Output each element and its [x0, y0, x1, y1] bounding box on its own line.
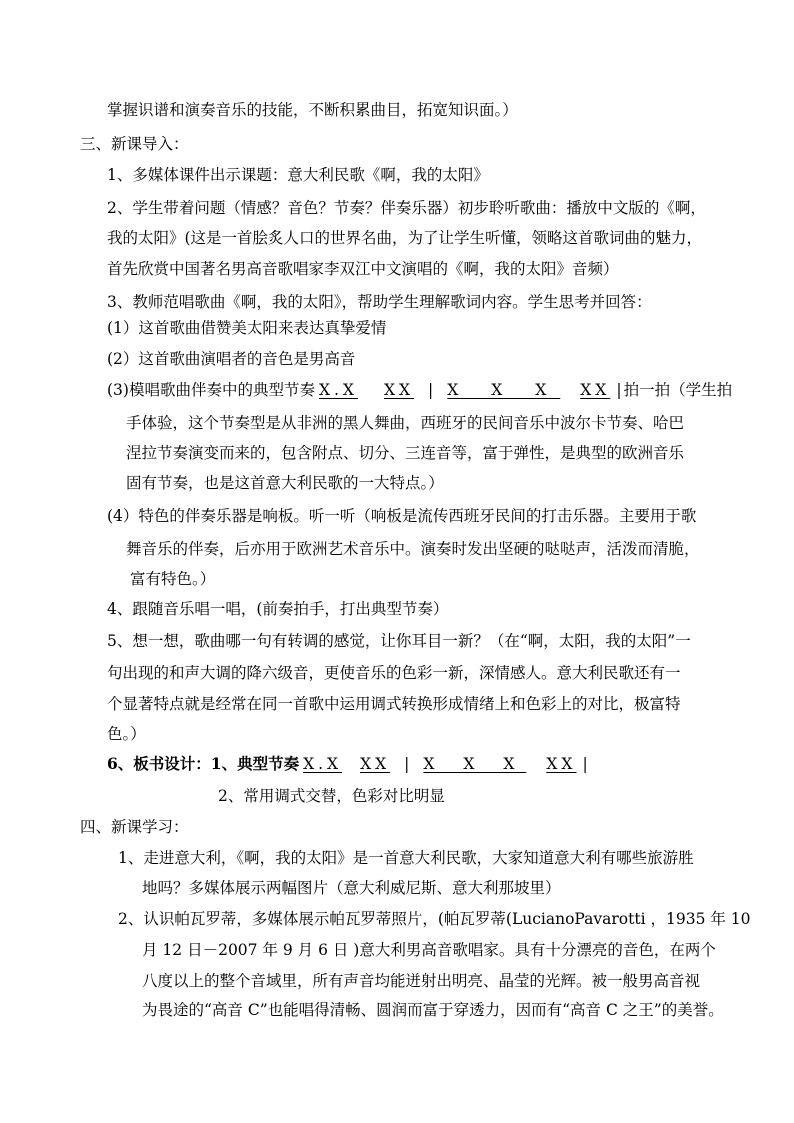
text-line: 我的太阳》(这是一首脍炙人口的世界名曲，为了让学生听懂，领略这首歌词曲的魅力， — [107, 229, 703, 247]
rhythm-cell: X X X — [447, 381, 561, 399]
text-line: (2）这首歌曲演唱者的音色是男高音 — [107, 350, 356, 368]
text-line: 1、多媒体课件出示课题：意大利民歌《啊，我的太阳》 — [107, 166, 489, 184]
text-line: (1）这首歌曲借赞美太阳来表达真挚爱情 — [107, 319, 387, 337]
text-line: 为畏途的“高音 C”也能唱得清畅、圆润而富于穿透力，因而有“高音 C 之王”的美誉。 — [142, 1001, 724, 1019]
text-line: (4）特色的伴奏乐器是响板。听一听（响板是流传西班牙民间的打击乐器。主要用于歌 — [107, 507, 697, 525]
text-line: 八度以上的整个音域里，所有声音均能迸射出明亮、晶莹的光辉。被一般男高音视 — [142, 972, 701, 990]
text-line: 掌握识谱和演奏音乐的技能，不断积累曲目，拓宽知识面。） — [107, 101, 518, 119]
text-line: 涅拉节奏演变而来的，包含附点、切分、三连音等，富于弹性，是典型的欧洲音乐 — [126, 444, 685, 462]
rhythm-cell: XX — [546, 755, 577, 773]
barline: | — [428, 381, 434, 399]
text-line: 5、想一想，歌曲哪一句有转调的感觉，让你耳目一新？（在“啊，太阳，我的太阳”一 — [107, 632, 691, 650]
text-line: 2、认识帕瓦罗蒂，多媒体展示帕瓦罗蒂照片，(帕瓦罗蒂(LucianoPavarotti ，1935 年 10 — [118, 910, 751, 928]
text-line: 1、走进意大利，《啊，我的太阳》是一首意大利民歌，大家知道意大利有哪些旅游胜 — [118, 849, 694, 867]
board-design-line — [107, 754, 598, 774]
rhythm-cell: XX — [360, 755, 391, 773]
text-line: 月 12 日－2007 年 9 月 6 日 )意大利男高音歌唱家。具有十分漂亮的音色，在两个 — [142, 941, 716, 959]
rhythm-cell: X.X — [318, 381, 358, 399]
rhythm-cell: XX — [580, 381, 611, 399]
barline: | — [404, 755, 410, 773]
text-line: 首先欣赏中国著名男高音歌唱家李双江中文演唱的《啊，我的太阳》音频） — [107, 260, 619, 278]
section-heading-4: 四、新课学习： — [80, 818, 189, 836]
rhythm-prefix: (3)模唱歌曲伴奏中的典型节奏 — [107, 381, 315, 399]
text-line: 色。） — [107, 725, 146, 743]
text-line: 4、跟随音乐唱一唱，(前奏拍手，打出典型节奏） — [107, 600, 449, 618]
text-line: 手体验，这个节奏型是从非洲的黑人舞曲，西班牙的民间音乐中波尔卡节奏、哈巴 — [126, 414, 685, 432]
text-line: 个显著特点就是经常在同一首歌中运用调式转换形成情绪上和色彩上的对比，极富特 — [107, 695, 681, 713]
rhythm-line — [107, 380, 732, 400]
barline: | — [616, 381, 622, 399]
text-line: 富有特色。） — [130, 570, 216, 588]
section-heading-3: 三、新课导入： — [80, 135, 189, 153]
text-line: 2、常用调式交替，色彩对比明显 — [218, 787, 445, 805]
rhythm-cell: X.X — [303, 755, 343, 773]
text-line: 2、学生带着问题（情感？音色？节奏？伴奏乐器）初步聆听歌曲：播放中文版的《啊， — [107, 199, 706, 217]
text-line: 3、教师范唱歌曲《啊，我的太阳》，帮助学生理解歌词内容。学生思考并回答： — [107, 293, 652, 311]
text-line: 固有节奏，也是这首意大利民歌的一大特点。） — [126, 474, 444, 492]
text-line: 舞音乐的伴奏，后亦用于欧洲艺术音乐中。演奏时发出坚硬的哒哒声，活泼而清脆， — [126, 540, 700, 558]
board-prefix: 6、板书设计：1、典型节奏 — [107, 754, 300, 773]
rhythm-suffix: 拍一拍（学生拍 — [623, 381, 733, 399]
text-line: 地吗？多媒体展示两幅图片（意大利威尼斯、意大利那坡里） — [142, 879, 561, 897]
rhythm-cell: X X X — [423, 755, 527, 773]
text-line: 句出现的和声大调的降六级音，更使音乐的色彩一新，深情感人。意大利民歌还有一 — [107, 664, 681, 682]
rhythm-cell: XX — [383, 381, 415, 399]
barline: | — [582, 755, 588, 773]
